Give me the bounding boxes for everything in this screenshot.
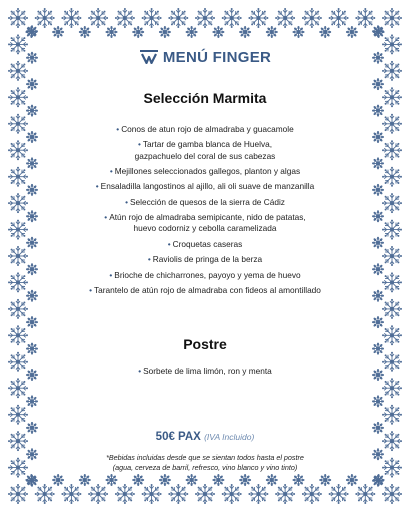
price-amount: 50€ PAX [155, 431, 201, 444]
snowflake-ornament-icon [266, 26, 278, 38]
snowflake-ornament-icon [8, 378, 28, 398]
snowflake-ornament-icon [372, 78, 384, 90]
snowflake-ornament-icon [372, 157, 384, 169]
menu-item-text: Brioche de chicharrones, payoyo y yema de huevo [114, 269, 301, 280]
snowflake-ornament-icon [346, 26, 358, 38]
snowflake-ornament-icon [302, 8, 322, 28]
snowflake-ornament-icon [26, 210, 38, 222]
menu-item-text: Tartar de gamba blanca de Huelva, [142, 139, 273, 150]
snowflake-ornament-icon [168, 484, 188, 504]
snowflake-ornament-icon [8, 352, 28, 372]
snowflake-ornament-icon [142, 484, 162, 504]
snowflake-ornament-icon [382, 405, 402, 425]
snowflake-ornament-icon [88, 8, 108, 28]
menu-item [48, 239, 362, 250]
snowflake-ornament-icon [61, 8, 81, 28]
price-line [48, 431, 362, 443]
snowflake-ornament-icon [372, 52, 384, 64]
bullet-icon: • [109, 165, 113, 176]
snowflake-ornament-icon [372, 131, 384, 143]
snowflake-ornament-icon [382, 272, 402, 292]
snowflake-ornament-icon [329, 484, 349, 504]
brand-name: MENÚ FINGER [162, 48, 272, 66]
snowflake-ornament-icon [382, 87, 402, 107]
snowflake-ornament-icon [372, 237, 384, 249]
snowflake-ornament-icon [8, 167, 28, 187]
bullet-icon: • [125, 196, 128, 207]
snowflake-ornament-icon [372, 395, 384, 407]
snowflake-ornament-icon [8, 272, 28, 292]
snowflake-ornament-icon [382, 246, 402, 266]
snowflake-ornament-icon [372, 343, 384, 355]
snowflake-ornament-icon [293, 26, 305, 38]
snowflake-ornament-icon [26, 290, 38, 302]
bullet-icon: • [95, 181, 99, 192]
menu-item [48, 139, 362, 161]
snowflake-ornament-icon [319, 26, 331, 38]
menu-item-text: Selección de quesos de la sierra de Cádiz [129, 196, 285, 207]
drinks-footnote [48, 453, 362, 472]
bullet-icon: • [167, 238, 171, 249]
snowflake-ornament-icon [186, 26, 198, 38]
menu-item [48, 285, 362, 296]
snowflake-ornament-icon [26, 237, 38, 249]
snowflake-ornament-icon [355, 8, 375, 28]
snowflake-ornament-icon [8, 405, 28, 425]
snowflake-ornament-icon [382, 299, 402, 319]
snowflake-ornament-icon [222, 8, 242, 28]
snowflake-ornament-icon [382, 431, 402, 451]
snowflake-ornament-icon [382, 220, 402, 240]
bullet-icon: • [104, 212, 108, 223]
snowflake-ornament-icon [372, 263, 384, 275]
bullet-icon: • [116, 124, 120, 134]
snowflake-ornament-icon [26, 448, 38, 460]
snowflake-ornament-icon [382, 193, 402, 213]
section-title-postre: Postre [183, 336, 227, 353]
menu-item-text: huevo codorniz y cebolla caramelizada [133, 223, 277, 234]
snowflake-ornament-icon [26, 184, 38, 196]
snowflake-ornament-icon [142, 8, 162, 28]
snowflake-ornament-icon [329, 8, 349, 28]
menu-item-text: Ensaladilla langostinos al ajillo, ali oli suave de manzanilla [100, 181, 315, 192]
seleccion-list [48, 124, 362, 296]
postre-list [48, 366, 362, 377]
snowflake-ornament-icon [52, 26, 64, 38]
snowflake-ornament-icon [8, 140, 28, 160]
snowflake-ornament-icon [372, 210, 384, 222]
menu-content [48, 40, 362, 480]
snowflake-ornament-icon [239, 26, 251, 38]
menu-item-text: Sorbete de lima limón, ron y menta [143, 366, 272, 377]
menu-item [48, 166, 362, 177]
menu-item-text: Raviolis de pringa de la berza [152, 254, 263, 265]
snowflake-ornament-icon [372, 290, 384, 302]
menu-item-text: Croquetas caseras [172, 238, 243, 249]
snowflake-ornament-icon [79, 26, 91, 38]
snowflake-ornament-icon [26, 131, 38, 143]
finger-logo-icon [139, 50, 159, 64]
snowflake-ornament-icon [222, 484, 242, 504]
snowflake-ornament-icon [26, 475, 38, 487]
snowflake-ornament-icon [88, 484, 108, 504]
menu-item [48, 197, 362, 208]
snowflake-ornament-icon [8, 8, 28, 28]
menu-item [48, 124, 362, 135]
snowflake-ornament-icon [8, 431, 28, 451]
snowflake-ornament-icon [372, 369, 384, 381]
snowflake-ornament-icon [26, 52, 38, 64]
snowflake-ornament-icon [382, 325, 402, 345]
snowflake-ornament-icon [26, 316, 38, 328]
snowflake-ornament-icon [26, 395, 38, 407]
menu-item [48, 181, 362, 192]
snowflake-ornament-icon [275, 8, 295, 28]
snowflake-ornament-icon [8, 220, 28, 240]
snowflake-ornament-icon [382, 167, 402, 187]
snowflake-ornament-icon [372, 475, 384, 487]
snowflake-ornament-icon [275, 484, 295, 504]
footnote-line-2: (agua, cerveza de barril, refresco, vino blanco y vino tinto) [112, 462, 298, 472]
snowflake-ornament-icon [168, 8, 188, 28]
bullet-icon: • [137, 139, 141, 150]
bullet-icon: • [138, 366, 142, 377]
snowflake-ornament-icon [372, 184, 384, 196]
snowflake-ornament-icon [61, 484, 81, 504]
snowflake-ornament-icon [195, 484, 215, 504]
snowflake-ornament-icon [8, 325, 28, 345]
snowflake-ornament-icon [382, 114, 402, 134]
menu-item [48, 254, 362, 265]
snowflake-ornament-icon [372, 105, 384, 117]
snowflake-ornament-icon [8, 61, 28, 81]
snowflake-ornament-icon [132, 26, 144, 38]
snowflake-ornament-icon [115, 8, 135, 28]
snowflake-ornament-icon [26, 343, 38, 355]
snowflake-ornament-icon [212, 26, 224, 38]
menu-item [48, 366, 362, 377]
snowflake-ornament-icon [195, 8, 215, 28]
snowflake-ornament-icon [302, 484, 322, 504]
snowflake-ornament-icon [382, 61, 402, 81]
snowflake-ornament-icon [355, 484, 375, 504]
snowflake-ornament-icon [35, 8, 55, 28]
snowflake-ornament-icon [26, 263, 38, 275]
menu-item-text: Tarantelo de atún rojo de almadraba con fideos al amontillado [93, 284, 321, 295]
menu-item-text: Atún rojo de almadraba semipicante, nido de patatas, [109, 212, 306, 223]
snowflake-ornament-icon [248, 484, 268, 504]
bullet-icon: • [89, 284, 92, 295]
menu-item [48, 212, 362, 234]
snowflake-ornament-icon [382, 484, 402, 504]
menu-item-text: Conos de atun rojo de almadraba y guacamole [121, 124, 294, 134]
menu-item-text: Mejillones seleccionados gallegos, planton y algas [114, 165, 301, 176]
snowflake-ornament-icon [26, 157, 38, 169]
snowflake-ornament-icon [35, 484, 55, 504]
snowflake-ornament-icon [8, 114, 28, 134]
price-tax-note: (IVA Incluido) [204, 432, 255, 443]
snowflake-ornament-icon [106, 26, 118, 38]
snowflake-ornament-icon [26, 105, 38, 117]
snowflake-ornament-icon [8, 458, 28, 478]
bullet-icon: • [147, 254, 151, 265]
footnote-line-1: *Bebidas incluidas desde que se sientan todos hasta el postre [106, 453, 304, 463]
snowflake-ornament-icon [382, 140, 402, 160]
snowflake-ornament-icon [382, 34, 402, 54]
menu-item-text: gazpachuelo del coral de sus cabezas [134, 150, 276, 161]
snowflake-ornament-icon [26, 422, 38, 434]
bullet-icon: • [109, 269, 113, 280]
snowflake-ornament-icon [382, 458, 402, 478]
snowflake-ornament-icon [382, 378, 402, 398]
menu-item [48, 270, 362, 281]
snowflake-ornament-icon [8, 193, 28, 213]
snowflake-ornament-icon [8, 87, 28, 107]
snowflake-ornament-icon [382, 8, 402, 28]
snowflake-ornament-icon [26, 369, 38, 381]
brand-header [48, 46, 362, 68]
section-title-seleccion: Selección Marmita [143, 90, 267, 106]
snowflake-ornament-icon [372, 448, 384, 460]
snowflake-ornament-icon [8, 34, 28, 54]
snowflake-ornament-icon [26, 25, 38, 37]
snowflake-ornament-icon [372, 25, 384, 37]
snowflake-ornament-icon [248, 8, 268, 28]
snowflake-ornament-icon [8, 246, 28, 266]
snowflake-ornament-icon [26, 78, 38, 90]
snowflake-ornament-icon [115, 484, 135, 504]
snowflake-ornament-icon [8, 299, 28, 319]
snowflake-ornament-icon [8, 484, 28, 504]
snowflake-ornament-icon [372, 422, 384, 434]
snowflake-ornament-icon [372, 316, 384, 328]
snowflake-ornament-icon [382, 352, 402, 372]
snowflake-ornament-icon [159, 26, 171, 38]
